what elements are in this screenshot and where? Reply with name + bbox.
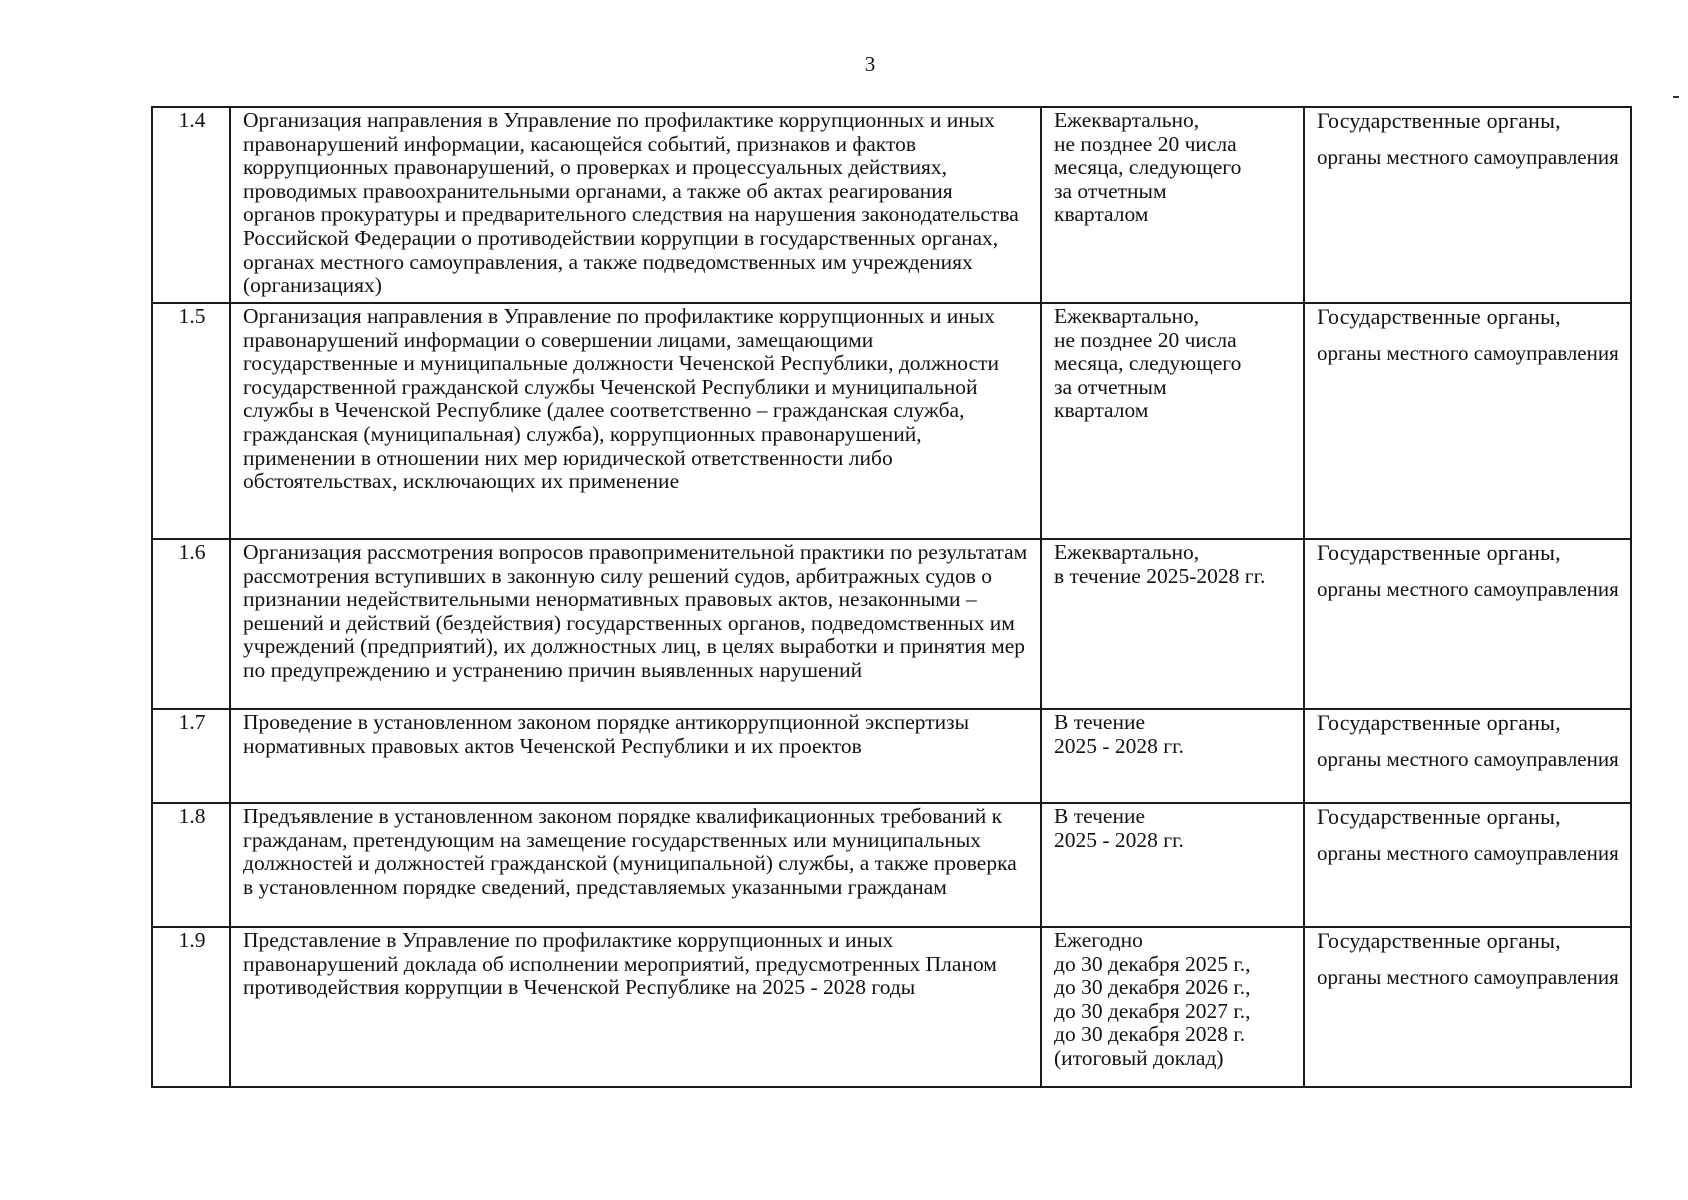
executor-cell <box>1304 303 1631 539</box>
table-row <box>152 927 1631 1087</box>
executor-secondary: органы местного самоуправления <box>1317 340 1619 365</box>
deadline-line: 2025 - 2028 гг. <box>1054 827 1184 852</box>
deadline-line: не позднее 20 числа <box>1054 327 1237 352</box>
executor-secondary: органы местного самоуправления <box>1317 576 1619 601</box>
executor-secondary: органы местного самоуправления <box>1317 144 1619 169</box>
executor-secondary: органы местного самоуправления <box>1317 964 1619 989</box>
executor-primary: Государственные органы, <box>1317 108 1561 133</box>
executor-primary: Государственные органы, <box>1317 540 1561 565</box>
deadline-line: Ежеквартально, <box>1054 304 1200 328</box>
deadline-line: до 30 декабря 2025 г., <box>1054 951 1251 976</box>
measure-text: Организация направления в Управление по профилактике коррупционных и иных правонарушений информации о совершении лицами, замещающими государственные и муниципальные должности Чеченской Республики, должности государственной гражданской службы Чеченской Республики и муниципальной службы в Чеченской Республике (далее соответственно – гражданская служба, гражданская (муниципальная) служба), коррупционных правонарушений, применении в отношении них мер юридической ответственности либо обстоятельствах, исключающих их применение <box>230 303 1041 539</box>
deadline-line: в течение 2025-2028 гг. <box>1054 563 1266 588</box>
deadline-line: 2025 - 2028 гг. <box>1054 733 1184 758</box>
executor-cell <box>1304 803 1631 927</box>
deadline-line: кварталом <box>1054 398 1149 423</box>
deadline-cell <box>1041 803 1304 927</box>
deadline-line: месяца, следующего <box>1054 155 1242 180</box>
row-number: 1.5 <box>152 303 230 539</box>
deadline-line: за отчетным <box>1054 374 1167 399</box>
measure-text: Представление в Управление по профилактике коррупционных и иных правонарушений доклада об исполнении мероприятий, предусмотренных Планом противодействия коррупции в Чеченской Республике на 2025 - 2028 годы <box>230 927 1041 1087</box>
table-row <box>152 803 1631 927</box>
row-number: 1.4 <box>152 107 230 303</box>
deadline-line: за отчетным <box>1054 178 1167 203</box>
row-number: 1.6 <box>152 539 230 709</box>
executor-primary: Государственные органы, <box>1317 928 1561 953</box>
deadline-cell <box>1041 303 1304 539</box>
scan-edge-mark <box>1673 96 1679 98</box>
deadline-line: кварталом <box>1054 202 1149 227</box>
executor-secondary: органы местного самоуправления <box>1317 746 1619 771</box>
deadline-line: (итоговый доклад) <box>1054 1045 1224 1070</box>
row-number: 1.8 <box>152 803 230 927</box>
deadline-line: Ежеквартально, <box>1054 108 1200 132</box>
executor-cell <box>1304 539 1631 709</box>
executor-primary: Государственные органы, <box>1317 804 1561 829</box>
measure-text: Проведение в установленном законом порядке антикоррупционной экспертизы нормативных правовых актов Чеченской Республики и их проектов <box>230 709 1041 803</box>
executor-secondary: органы местного самоуправления <box>1317 840 1619 865</box>
deadline-cell <box>1041 107 1304 303</box>
executor-cell <box>1304 107 1631 303</box>
deadline-line: до 30 декабря 2026 г., <box>1054 975 1251 1000</box>
deadline-line: Ежеквартально, <box>1054 540 1200 564</box>
table-row <box>152 107 1631 303</box>
table-row <box>152 709 1631 803</box>
deadline-cell <box>1041 927 1304 1087</box>
page-number: 3 <box>864 52 876 76</box>
row-number: 1.9 <box>152 927 230 1087</box>
measures-table <box>151 106 1632 1088</box>
deadline-line: В течение <box>1054 804 1146 828</box>
measure-text: Организация направления в Управление по профилактике коррупционных и иных правонарушений информации, касающейся событий, признаков и фактов коррупционных правонарушений, о проверках и процессуальных действиях, проводимых правоохранительными органами, а также об актах реагирования органов прокуратуры и предварительного следствия на нарушения законодательства Российской Федерации о противодействии коррупции в государственных органах, органах местного самоуправления, а также подведомственных им учреждениях (организациях) <box>230 107 1041 303</box>
deadline-line: не позднее 20 числа <box>1054 131 1237 156</box>
executor-primary: Государственные органы, <box>1317 710 1561 735</box>
measure-text: Организация рассмотрения вопросов правоприменительной практики по результатам рассмотрения вступивших в законную силу решений судов, арбитражных судов о признании недействительными ненормативных правовых актов, незаконными – решений и действий (бездействия) государственных органов, подведомственных им учреждений (предприятий), их должностных лиц, в целях выработки и принятия мер по предупреждению и устранению причин выявленных нарушений <box>230 539 1041 709</box>
executor-cell <box>1304 927 1631 1087</box>
measure-text: Предъявление в установленном законом порядке квалификационных требований к гражданам, претендующим на замещение государственных или муниципальных должностей и должностей гражданской (муниципальной) службы, а также проверка в установленном порядке сведений, представляемых указанными гражданам <box>230 803 1041 927</box>
row-number: 1.7 <box>152 709 230 803</box>
executor-primary: Государственные органы, <box>1317 304 1561 329</box>
deadline-line: до 30 декабря 2027 г., <box>1054 998 1251 1023</box>
executor-cell <box>1304 709 1631 803</box>
deadline-cell <box>1041 709 1304 803</box>
table-row <box>152 539 1631 709</box>
table-row <box>152 303 1631 539</box>
deadline-line: Ежегодно <box>1054 928 1143 952</box>
deadline-line: В течение <box>1054 710 1146 734</box>
deadline-cell <box>1041 539 1304 709</box>
deadline-line: до 30 декабря 2028 г. <box>1054 1022 1246 1047</box>
deadline-line: месяца, следующего <box>1054 351 1242 376</box>
